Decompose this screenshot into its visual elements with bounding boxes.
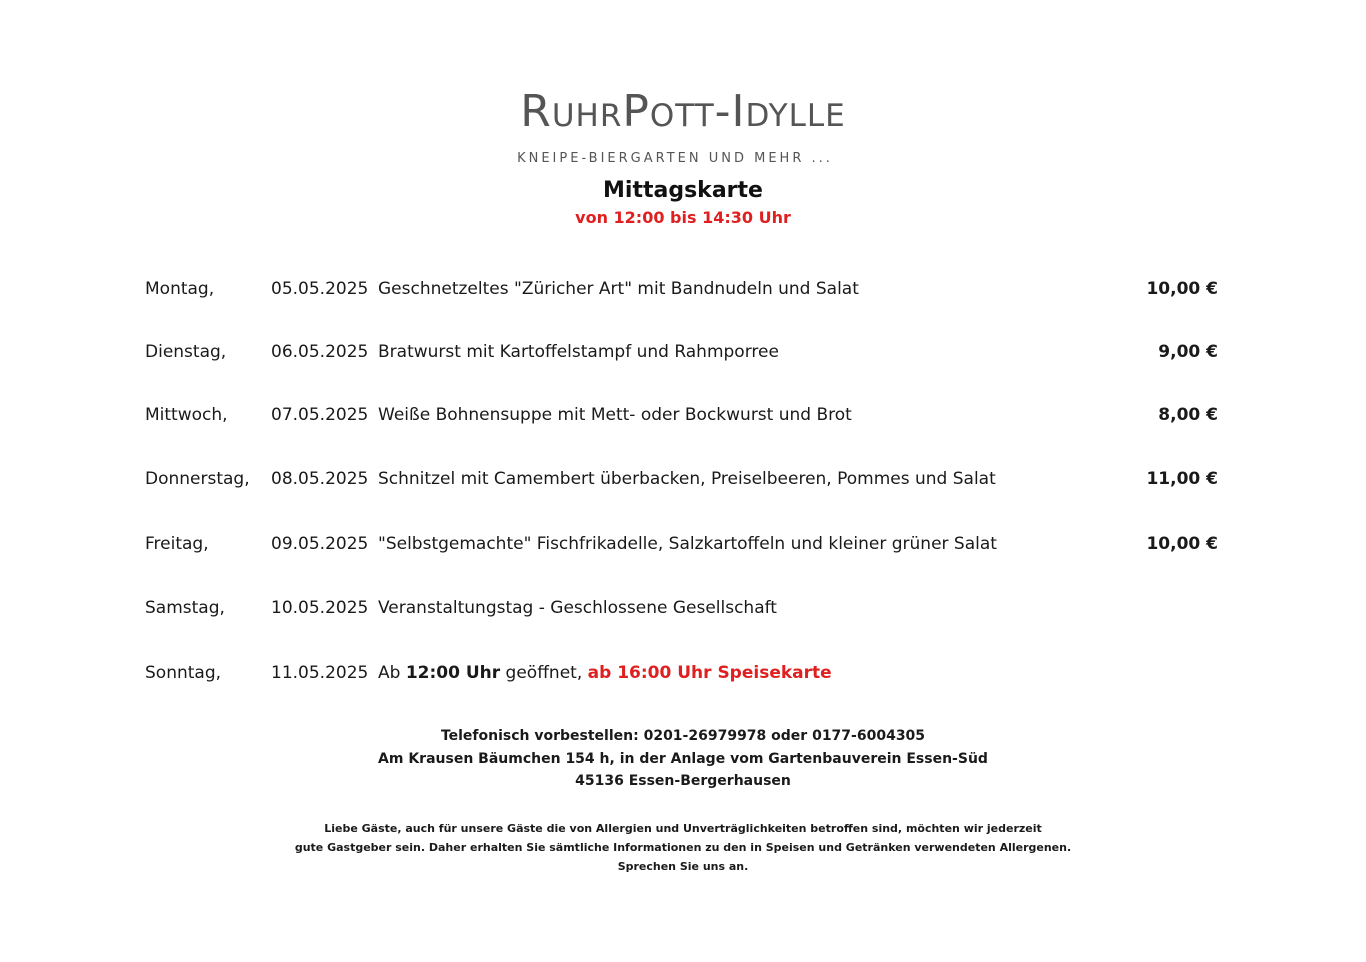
menu-day: Freitag, [145, 534, 209, 554]
menu-price: 9,00 € [1158, 342, 1218, 362]
menu-date: 05.05.2025 [271, 279, 369, 299]
menu-day: Dienstag, [145, 342, 227, 362]
contact-city: 45136 Essen-Bergerhausen [575, 773, 791, 789]
logo-tagline: KNEIPE-BIERGARTEN UND MEHR ... [517, 151, 833, 166]
menu-day: Sonntag, [145, 663, 222, 683]
menu-day: Montag, [145, 279, 215, 299]
opening-hours: von 12:00 bis 14:30 Uhr [575, 208, 791, 227]
menu-date: 06.05.2025 [271, 342, 369, 362]
menu-dish: "Selbstgemachte" Fischfrikadelle, Salzkartoffeln und kleiner grüner Salat [378, 534, 997, 554]
sunday-open-time: 12:00 Uhr [405, 663, 501, 683]
menu-price: 8,00 € [1158, 405, 1218, 425]
page-title: Mittagskarte [603, 178, 763, 203]
menu-dish: Weiße Bohnensuppe mit Mett- oder Bockwurst und Brot [378, 405, 852, 425]
menu-date: 11.05.2025 [271, 663, 369, 683]
menu-day: Samstag, [145, 598, 225, 618]
menu-dish: Veranstaltungstag - Geschlossene Gesellschaft [378, 598, 777, 618]
menu-price: 10,00 € [1146, 279, 1218, 299]
menu-dish: Bratwurst mit Kartoffelstampf und Rahmporree [378, 342, 779, 362]
menu-row-saturday [0, 595, 1366, 621]
allergen-note-line: gute Gastgeber sein. Daher erhalten Sie sämtliche Informationen zu den in Speisen und Getränken verwendeten Allergenen. [294, 841, 1072, 854]
menu-date: 08.05.2025 [271, 469, 369, 489]
menu-dish: Schnitzel mit Camembert überbacken, Preiselbeeren, Pommes und Salat [378, 469, 996, 489]
allergen-note-line: Sprechen Sie uns an. [617, 860, 749, 873]
menu-day: Mittwoch, [145, 405, 228, 425]
sunday-menu-notice: ab 16:00 Uhr Speisekarte [587, 663, 832, 683]
menu-row-wednesday [0, 402, 1366, 428]
menu-row-sunday [0, 660, 1366, 686]
allergen-note [0, 819, 1366, 876]
logo-wordmark: RuhrPott-Idylle [520, 86, 846, 137]
menu-row-friday [0, 531, 1366, 557]
contact-address: Am Krausen Bäumchen 154 h, in der Anlage vom Gartenbauverein Essen-Süd [378, 750, 988, 767]
menu-date: 09.05.2025 [271, 534, 369, 554]
menu-dish: Geschnetzeltes "Züricher Art" mit Bandnudeln und Salat [378, 279, 859, 299]
sunday-text-middle: geöffnet, [500, 663, 588, 683]
contact-block [0, 725, 1366, 793]
allergen-note-line: Liebe Gäste, auch für unsere Gäste die von Allergien und Unverträglichkeiten betroffen sind, möchten wir jederzeit [324, 822, 1042, 835]
menu-price: 10,00 € [1146, 534, 1218, 554]
menu-day: Donnerstag, [145, 469, 250, 489]
sunday-text-prefix: Ab [378, 663, 406, 683]
menu-date: 10.05.2025 [271, 598, 369, 618]
contact-phone: Telefonisch vorbestellen: 0201-26979978 oder 0177-6004305 [440, 728, 926, 744]
menu-row-thursday [0, 466, 1366, 492]
menu-row-monday [0, 276, 1366, 302]
menu-date: 07.05.2025 [271, 405, 369, 425]
menu-row-tuesday [0, 339, 1366, 365]
menu-dish [378, 660, 832, 686]
menu-price: 11,00 € [1146, 469, 1218, 489]
